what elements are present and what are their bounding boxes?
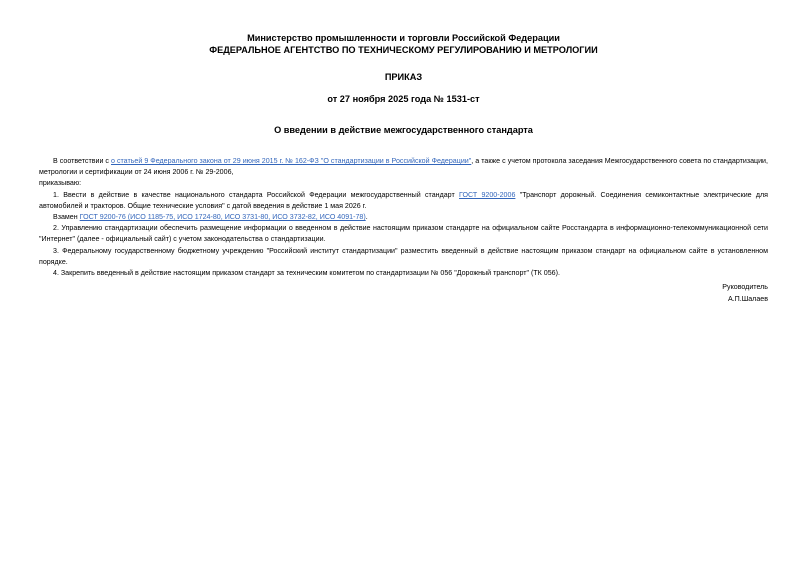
ministry-name: Министерство промышленности и торговли Российской Федерации <box>247 33 560 43</box>
text: Взамен <box>53 213 80 222</box>
paragraph-item-2: 2. Управлению стандартизации обеспечить размещение информации о введенном в действие настоящим приказом стандарте на официальном сайте Росстандарта в информационно-телекоммуникационной сети "Интернет" (далее - официальный сайт) с учетом законодательства о стандартизации. <box>39 224 768 244</box>
document-header <box>0 33 807 135</box>
paragraph-item-3: 3. Федеральному государственному бюджетному учреждению "Российский институт стандартизации" разместить введенный в действие настоящим приказом стандарт на официальном сайте в установленном порядке. <box>39 246 768 266</box>
gost-9200-2006-link[interactable]: ГОСТ 9200-2006 <box>459 190 516 199</box>
text: 1. Ввести в действие в качестве национального стандарта Российской Федерации межгосударственный стандарт <box>53 190 459 199</box>
signer-name: А.П.Шалаев <box>727 295 768 304</box>
order-word: приказываю: <box>39 179 82 188</box>
agency-name: ФЕДЕРАЛЬНОЕ АГЕНТСТВО ПО ТЕХНИЧЕСКОМУ РЕГУЛИРОВАНИЮ И МЕТРОЛОГИИ <box>209 44 598 55</box>
paragraph-item-4: 4. Закрепить введенный в действие настоящим приказом стандарт за техническим комитетом по стандартизации № 056 "Дорожный транспорт" (ТК 056). <box>53 269 560 278</box>
document-body <box>39 156 768 305</box>
paragraph-legal-basis <box>39 156 768 178</box>
text: В соответствии с <box>53 157 111 165</box>
paragraph-item-1 <box>39 190 768 212</box>
document-subject: О введении в действие межгосударственного стандарта <box>274 125 533 135</box>
signer-role: Руководитель <box>722 283 768 292</box>
document-type: ПРИКАЗ <box>384 72 423 82</box>
text: , а также с учетом протокола заседания Межгосударственного совета по стандартизации, метрологии и сертификации от 24 июня 2006 г. № 29-2006, <box>39 157 768 177</box>
gost-9200-76-link[interactable]: ГОСТ 9200-76 (ИСО 1185-75, ИСО 1724-80, ИСО 3731-80, ИСО 3732-82, ИСО 4091-78) <box>79 213 366 222</box>
paragraph-replacement <box>39 212 768 223</box>
document-date-number: от 27 ноября 2025 года № 1531-ст <box>327 94 480 104</box>
federal-law-link[interactable]: о статьей 9 Федерального закона от 29 июня 2015 г. № 162-ФЗ "О стандартизации в Российской Федерации" <box>111 157 472 165</box>
text: "Транспорт дорожный. Соединения семиконтактные электрические для автомобилей и тракторов. Общие технические условия" с датой введения в действие 1 мая 2026 г. <box>39 190 769 210</box>
signature-block <box>39 281 768 305</box>
text: . <box>365 213 368 222</box>
